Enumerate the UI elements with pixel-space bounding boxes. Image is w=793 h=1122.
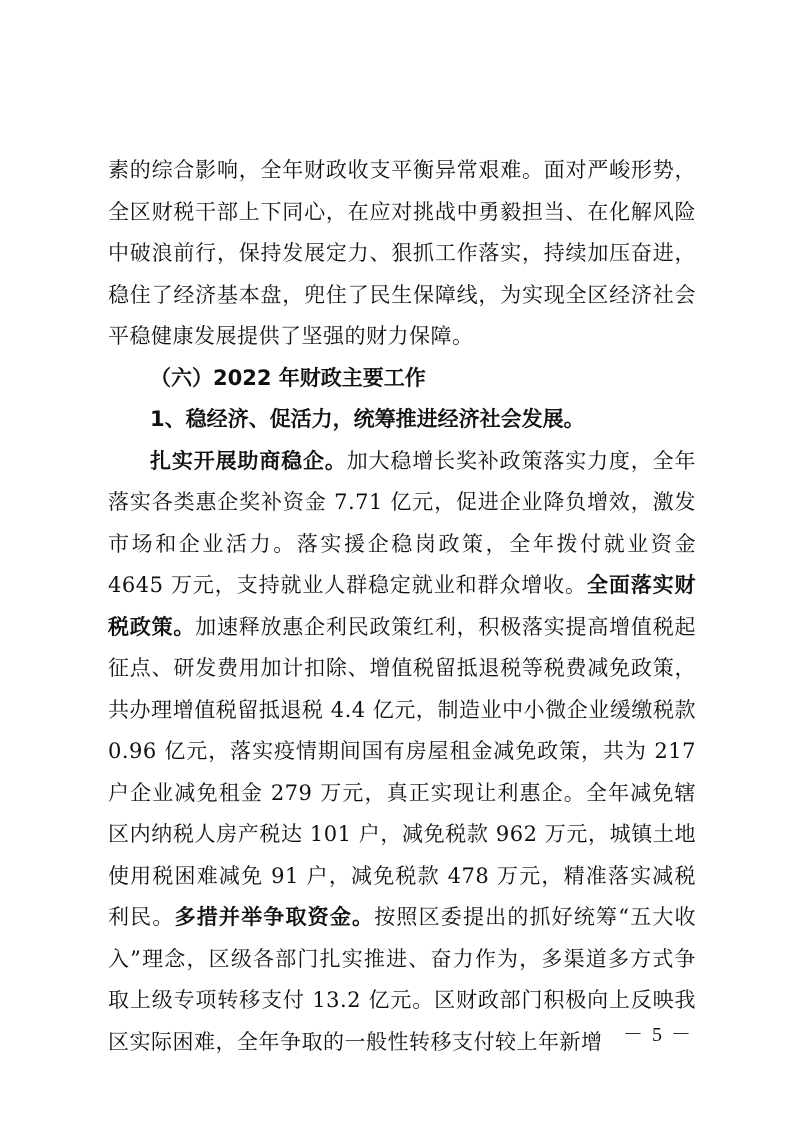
body-paragraph [108, 441, 696, 1064]
lead-phrase-1: 扎实开展助商稳企。 [150, 448, 347, 473]
lead-phrase-3: 多措并举争取资金。 [174, 905, 375, 929]
body-text-3: 按照区委提出的抓好统筹“五大收入”理念，区级各部门扎实推进、奋力作为，多渠道多方式争取上级专项转移支付 13.2 亿元。区财政部门积极向上反映我区实际困难，全年争取的一般性转移支付较上年新增 [108, 905, 697, 1054]
intro-paragraph: 素的综合影响，全年财政收支平衡异常艰难。面对严峻形势，全区财税干部上下同心，在应对挑战中勇毅担当、在化解风险中破浪前行，保持发展定力、狠抓工作落实，持续加压奋进，稳住了经济基本盘，兜住了民生保障线，为实现全区经济社会平稳健康发展提供了坚强的财力保障。 [108, 158, 696, 348]
body-text-2: 加速释放惠企利民政策红利，积极落实提高增值税起征点、研发费用加计扣除、增值税留抵退税等税费减免政策，共办理增值税留抵退税 4.4 亿元，制造业中小微企业缓缴税款 0.96 亿元，落实疫情期间国有房屋租金减免政策，共为 217 户企业减免租金 279 万元，真正实现让利惠企。全年减免辖区内纳税人房产税达 101 户，减免税款 962 万元，城镇土地使用税困难减免 91 户，减免税款 478 万元，精准落实减税利民。 [108, 614, 697, 929]
section-heading: （六）2022 年财政主要工作 [150, 365, 426, 390]
body-text-1: 加大稳增长奖补政策落实力度，全年落实各类惠企奖补资金 7.71 亿元，促进企业降负增效，激发市场和企业活力。落实援企稳岗政策，全年拨付就业资金 4645 万元，支持就业人群稳定就业和群众增收。 [108, 448, 696, 597]
subsection-heading: 1、稳经济、促活力，统筹推进经济社会发展。 [150, 407, 585, 431]
page-number: － 5 － [623, 1024, 693, 1046]
lead-phrase-2: 全面落实财税政策。 [108, 573, 696, 639]
document-body [108, 150, 696, 1063]
